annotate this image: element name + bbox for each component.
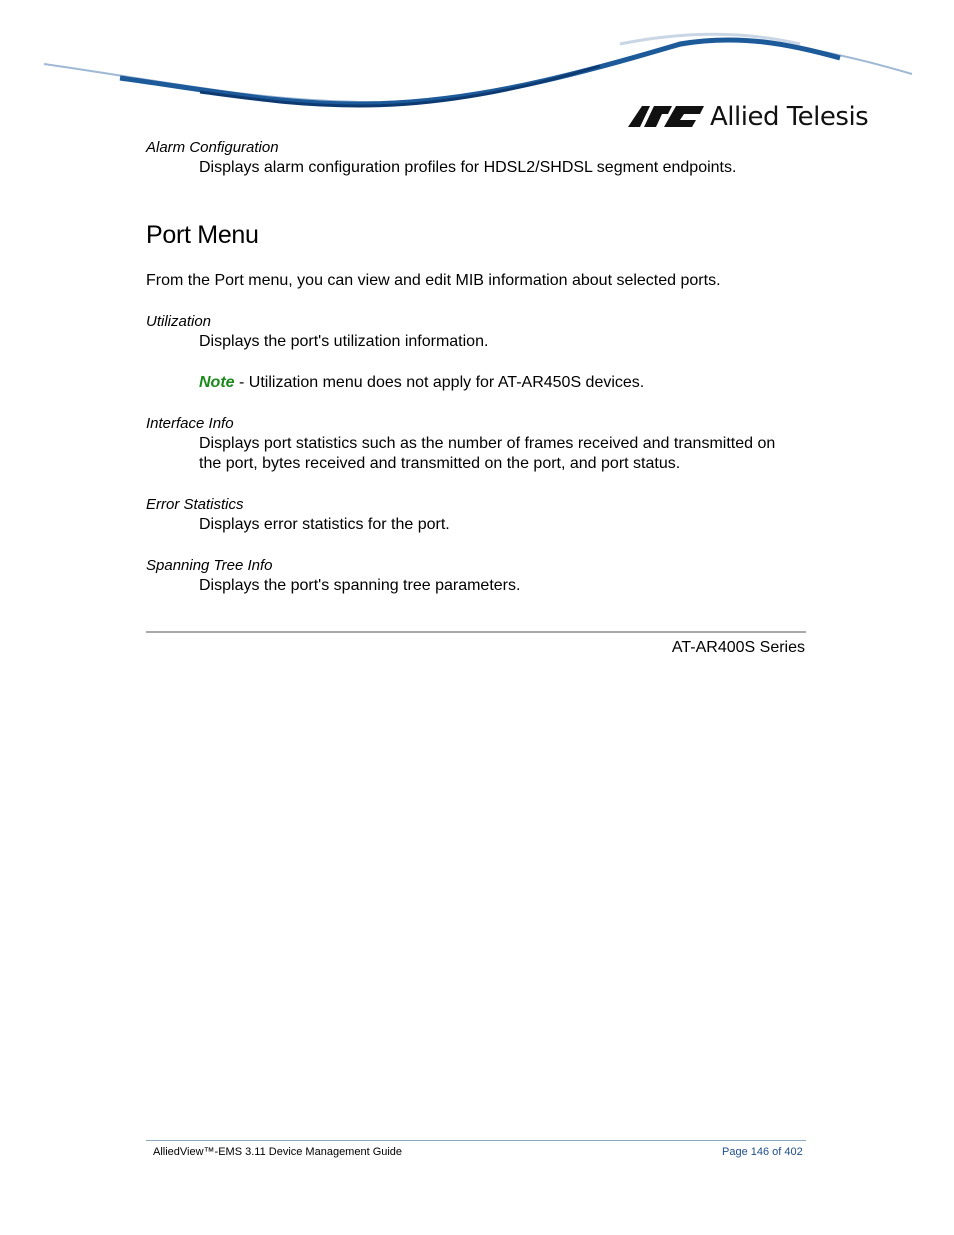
section-divider (146, 631, 806, 633)
section-heading-port-menu: Port Menu (146, 221, 259, 249)
port-menu-intro: From the Port menu, you can view and edit MIB information about selected ports. (146, 272, 721, 289)
footer-page-number: Page 146 of 402 (722, 1146, 803, 1158)
desc-utilization: Displays the port's utilization information. (199, 333, 489, 350)
note-label: Note (199, 374, 235, 391)
desc-interface-info: Displays port statistics such as the number of frames received and transmitted on the port, bytes received and transmitted on the port, and port status. (199, 435, 776, 472)
desc-error-statistics: Displays error statistics for the port. (199, 516, 450, 533)
desc-alarm-configuration: Displays alarm configuration profiles for HDSL2/SHDSL segment endpoints. (199, 159, 737, 176)
desc-spanning-tree-info: Displays the port's spanning tree parameters. (199, 577, 521, 594)
term-alarm-configuration: Alarm Configuration (146, 139, 279, 156)
term-utilization: Utilization (146, 313, 212, 330)
logo-mark-icon (628, 100, 706, 134)
series-label: AT-AR400S Series (671, 639, 805, 656)
note-utilization (199, 373, 799, 393)
term-error-statistics: Error Statistics (146, 496, 244, 513)
logo-wordmark: Allied Telesis (710, 102, 869, 132)
footer-divider (146, 1140, 806, 1141)
note-text: - Utilization menu does not apply for AT-AR450S devices. (234, 374, 645, 391)
footer-guide-title: AlliedView™-EMS 3.11 Device Management Guide (153, 1146, 403, 1158)
allied-telesis-logo (628, 100, 868, 134)
term-spanning-tree-info: Spanning Tree Info (146, 557, 273, 574)
term-interface-info: Interface Info (146, 415, 234, 432)
